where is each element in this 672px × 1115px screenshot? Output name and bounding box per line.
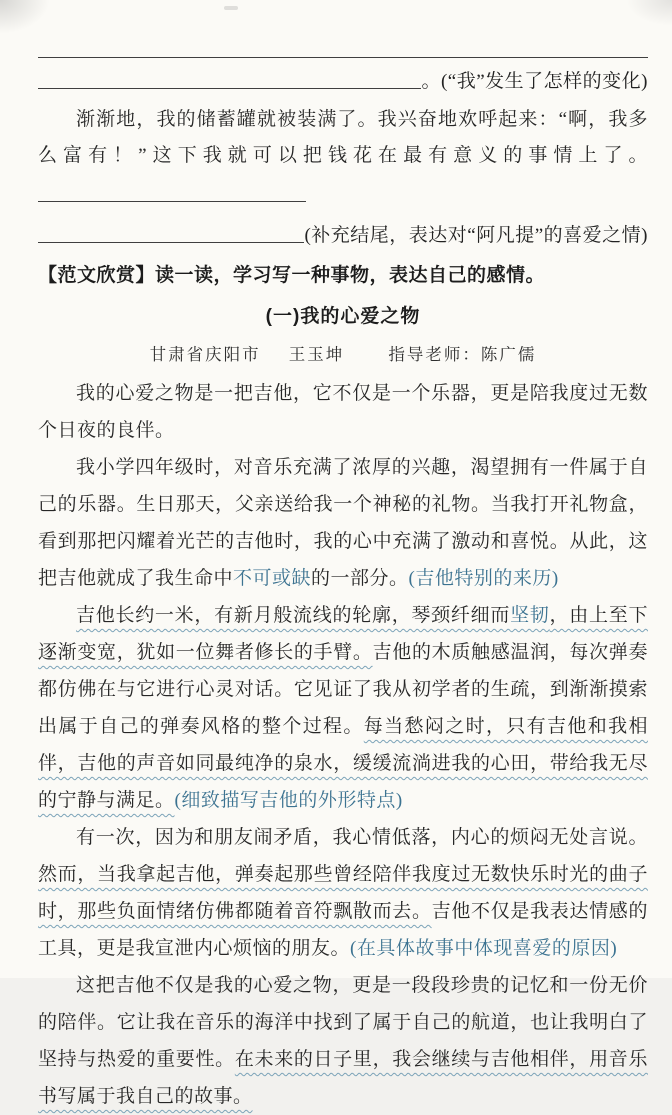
- teacher-annotation: (吉他特别的来历): [408, 568, 559, 589]
- text-segment: 我的心爱之物是一把吉他，它不仅是一个乐器，更是陪我度过无数个日夜的良伴。: [38, 383, 648, 441]
- text-segment: 吉他的木质触感温润，每次弹奏都仿佛在与它进行心灵对话。它见证了我从初学者的生疏，到渐渐摸索出属于自己的弹奏风格的整个过程。: [38, 642, 648, 737]
- teacher-annotation: (细致描写吉他的外形特点): [174, 790, 403, 811]
- hint-change: 。(“我”发生了怎样的变化): [421, 71, 648, 93]
- answer-blank-line-3: [38, 201, 306, 202]
- piggy-bank-paragraph-text: 渐渐地，我的储蓄罐就被装满了。我兴奋地欢呼起来：“啊，我多么富有！”这下我就可以把钱花在最有意义的事情上了。: [38, 109, 648, 166]
- byline-region: 甘肃省庆阳市: [149, 345, 261, 364]
- answer-blank-line-1: [38, 57, 648, 58]
- text-segment: 我小学四年级时，对音乐充满了浓厚的兴趣，渴望拥有一件属于自己的乐器。生日那天，父亲送给我一个神秘的礼物。当我打开礼物盒，看到那把闪耀着光芒的吉他时，我的心中充满了激动和喜悦。从此，这把吉他就成了我生命中: [38, 457, 648, 589]
- underlined-sentence: ，由上至下逐渐变宽，犹如一位舞者修长的手臂。: [38, 605, 648, 663]
- underlined-sentence: 每当愁闷之时，只有吉他和我相伴，吉他的声音如同最纯净的泉水，缓缓流淌进我的心田，带给我无尽的宁静与满足。: [38, 716, 648, 811]
- essay-title: (一)我的心爱之物: [265, 306, 421, 327]
- underlined-sentence: 然而，当我拿起吉他，弹奏起那些曾经陪伴我度过无数快乐时光的曲子时，那些负面情绪仿佛都随着音符飘散而去。: [38, 864, 648, 922]
- text-segment: 这把吉他不仅是我的心爱之物，更是一段段珍贵的记忆和一份无价的陪伴。它让我在音乐的海洋中找到了属于自己的航道，也让我明白了坚持与热爱的重要性。: [38, 975, 648, 1070]
- scan-artifact-top-right: [626, 0, 672, 26]
- model-essay: [38, 301, 648, 1115]
- essay-paragraph-5: [38, 967, 648, 1115]
- essay-paragraph-2: [38, 449, 648, 597]
- byline-teacher: 指导老师：陈广儒: [388, 345, 537, 364]
- highlight-phrase: 不可或缺: [233, 568, 312, 589]
- fill-in-answer-section: [38, 36, 648, 248]
- answer-row-2: [38, 58, 648, 94]
- text-segment: 有一次，因为和朋友闹矛盾，我心情低落，内心的烦闷无处言说。: [76, 827, 648, 848]
- section-header-fanwen-xinshang: 【范文欣赏】读一读，学习写一种事物，表达自己的感情。: [38, 265, 546, 286]
- essay-paragraph-1: [38, 375, 648, 449]
- answer-blank-line-2: [38, 88, 421, 89]
- answer-row-1: [38, 36, 648, 58]
- text-segment: 的一部分。: [311, 568, 409, 589]
- scan-artifact-top-left: [0, 0, 50, 34]
- teacher-annotation: (在具体故事中体现喜爱的原因): [350, 938, 618, 959]
- answer-blank-line-4: [38, 242, 304, 243]
- answer-row-3: [38, 210, 648, 248]
- essay-paragraph-4: [38, 819, 648, 967]
- scan-artifact-top-mark: [224, 6, 238, 10]
- piggy-bank-paragraph: [38, 102, 648, 210]
- text-segment: 吉他不仅是我表达情感的工具，更是我宣泄内心烦恼的朋友。: [38, 901, 648, 959]
- highlight-phrase: 坚韧: [510, 605, 550, 626]
- essay-body: [38, 375, 648, 1115]
- underlined-sentence: 在未来的日子里，我会继续与吉他相伴，用音乐书写属于我自己的故事。: [38, 1049, 648, 1107]
- essay-byline: [38, 341, 648, 365]
- essay-paragraph-3: [38, 597, 648, 819]
- underlined-sentence: 吉他长约一米，有新月般流线的轮廓，琴颈纤细而: [76, 605, 511, 626]
- hint-ending: (补充结尾，表达对“阿凡提”的喜爱之情): [304, 225, 648, 247]
- byline-author: 王玉坤: [288, 345, 345, 364]
